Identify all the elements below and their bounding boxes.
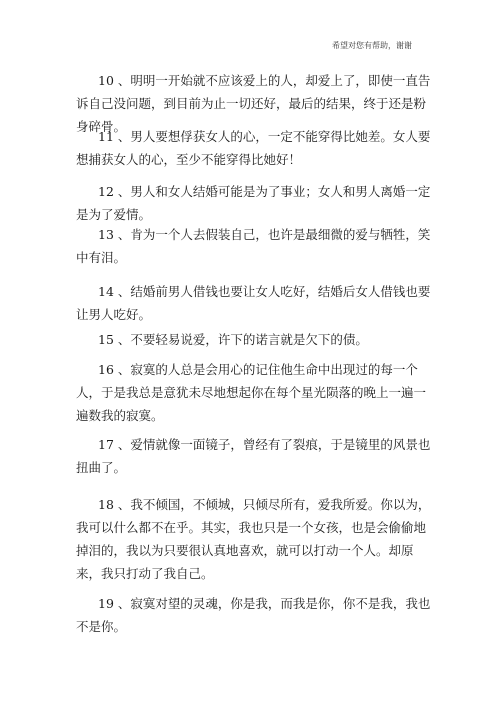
list-item: 15 、不要轻易说爱，许下的诺言就是欠下的债。 bbox=[98, 332, 368, 347]
list-item: 13 、肯为一个人去假装自己，也许是最细微的爱与牺牲，笑中有泪。 bbox=[76, 227, 431, 265]
header-note: 希望对您有帮助，谢谢 bbox=[332, 41, 412, 50]
list-item: 19 、寂寞对望的灵魂，你是我，而我是你，你不是我，我也不是你。 bbox=[76, 596, 431, 634]
list-item: 17 、爱情就像一面镜子，曾经有了裂痕，于是镜里的风景也扭曲了。 bbox=[76, 437, 431, 475]
list-item: 10 、明明一开始就不应该爱上的人，却爱上了，即使一直告诉自己没问题，到目前为止一切还好，最后的结果，终于还是粉身碎骨。 bbox=[76, 73, 431, 134]
list-item: 12 、男人和女人结婚可能是为了事业；女人和男人离婚一定是为了爱情。 bbox=[76, 184, 431, 222]
list-item: 18 、我不倾国，不倾城，只倾尽所有，爱我所爱。你以为，我可以什么都不在乎。其实，我也只是一个女孩，也是会偷偷地掉泪的，我以为只要很认真地喜欢，就可以打动一个人。却原来，我只打动了我自己。 bbox=[76, 497, 431, 581]
list-item: 11 、男人要想俘获女人的心，一定不能穿得比她差。女人要想捕获女人的心，至少不能穿得比她好！ bbox=[76, 129, 431, 167]
list-item: 16 、寂寞的人总是会用心的记住他生命中出现过的每一个人，于是我总是意犹未尽地想起你在每个星光陨落的晚上一遍一遍数我的寂寞。 bbox=[76, 362, 427, 423]
list-item: 14 、结婚前男人借钱也要让女人吃好，结婚后女人借钱也要让男人吃好。 bbox=[76, 284, 431, 322]
